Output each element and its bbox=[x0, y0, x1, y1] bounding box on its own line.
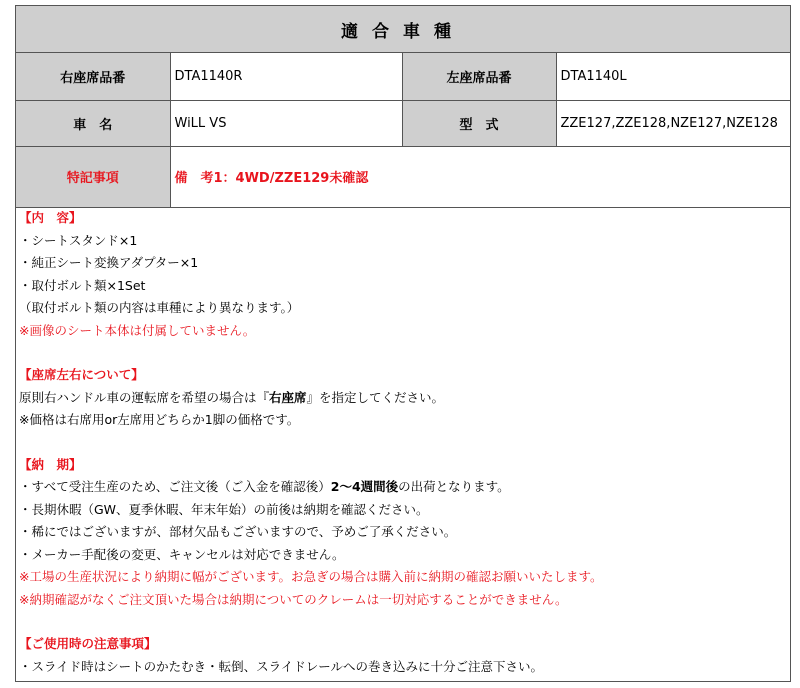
delivery-heading: 【納 期】 bbox=[19, 456, 82, 472]
list-item: ・長期休暇（GW、夏季休暇、年末年始）の前後は納期を確認ください。 bbox=[19, 501, 429, 517]
delivery-warning: ※工場の生産状況により納期に幅がございます。お急ぎの場合は購入前に納期の確認お願いいたします。 bbox=[19, 569, 603, 584]
seat-side-line bbox=[19, 387, 787, 410]
seat-side-heading: 【座席左右について】 bbox=[19, 367, 144, 382]
model-value: ZZE127,ZZE128,NZE127,NZE128 bbox=[556, 100, 790, 146]
table-row bbox=[16, 100, 790, 146]
seat-side-text: 』を指定してください。 bbox=[306, 389, 445, 405]
seat-side-emphasis: 右座席 bbox=[269, 389, 307, 405]
right-seat-label: 右座席品番 bbox=[16, 53, 170, 100]
list-item: （取付ボルト類の内容は車種により異なります。） bbox=[19, 300, 300, 315]
right-seat-value: DTA1140R bbox=[170, 53, 402, 100]
delivery-text: ・すべて受注生産のため、ご注文後（ご入金を確認後） bbox=[19, 479, 331, 494]
list-item: ・メーカー手配後の変更、キャンセルは対応できません。 bbox=[19, 546, 345, 562]
delivery-text: の出荷となります。 bbox=[398, 479, 510, 494]
usage-heading: 【ご使用時の注意事項】 bbox=[19, 636, 157, 651]
table-row bbox=[16, 53, 790, 100]
spec-table bbox=[16, 53, 790, 208]
left-seat-label: 左座席品番 bbox=[402, 53, 556, 100]
notes-value: 備 考1：4WD/ZZE129未確認 bbox=[170, 146, 790, 207]
delivery-line bbox=[19, 476, 787, 499]
left-seat-value: DTA1140L bbox=[556, 53, 790, 100]
page-title: 適合車種 bbox=[16, 6, 790, 53]
list-item: ・取付ボルト類×1Set bbox=[19, 277, 146, 293]
usage-line: ・スライド時はシートのかたむき・転倒、スライドレールへの巻き込みに十分ご注意下さい。 bbox=[19, 658, 544, 674]
seat-side-price-note: ※価格は右席用or左席用どちらか1脚の価格です。 bbox=[19, 412, 300, 427]
contents-heading: 【内 容】 bbox=[19, 210, 82, 225]
description-body bbox=[19, 207, 787, 678]
compatibility-sheet bbox=[15, 5, 791, 682]
list-item: ・純正シート変換アダプター×1 bbox=[19, 255, 199, 270]
seat-side-text: 原則右ハンドル車の運転席を希望の場合は『 bbox=[19, 389, 270, 405]
table-row bbox=[16, 146, 790, 207]
contents-warning: ※画像のシート本体は付属していません。 bbox=[19, 322, 256, 338]
notes-label: 特記事項 bbox=[16, 146, 170, 207]
delivery-emphasis: 2〜4週間後 bbox=[330, 479, 399, 494]
list-item: ・稀にではございますが、部材欠品もございますので、予めご了承ください。 bbox=[19, 524, 457, 539]
car-name-label: 車 名 bbox=[16, 100, 170, 146]
car-name-value: WiLL VS bbox=[170, 100, 402, 146]
model-label: 型 式 bbox=[402, 100, 556, 146]
delivery-warning: ※納期確認がなくご注文頂いた場合は納期についてのクレームは一切対応することができません。 bbox=[19, 591, 568, 607]
list-item: ・シートスタンド×1 bbox=[19, 232, 138, 248]
